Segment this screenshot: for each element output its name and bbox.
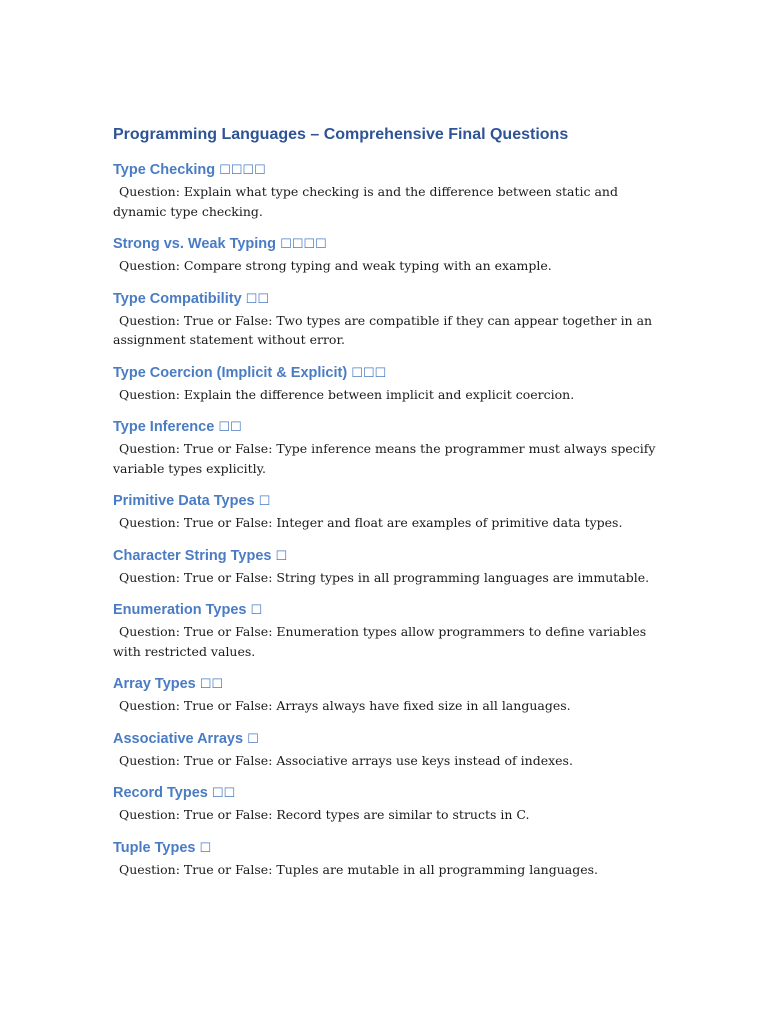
heading-text: Strong vs. Weak Typing (113, 236, 277, 252)
section-heading (113, 491, 658, 511)
question-text: Question: Explain what type checking is and the difference between static and dynamic type checking. (113, 184, 618, 219)
section-primitive-data-types (113, 491, 658, 533)
heading-marks: ☐☐☐ (351, 364, 387, 380)
section-heading (113, 600, 658, 620)
heading-marks: ☐☐ (218, 419, 242, 434)
question-text: Question: True or False: Integer and float are examples of primitive data types. (119, 515, 623, 530)
question-text: Question: True or False: Enumeration types allow programmers to define variables with restricted values. (113, 624, 647, 659)
heading-marks: ☐ (247, 730, 259, 746)
heading-marks: ☐☐ (199, 676, 224, 691)
section-type-checking (113, 160, 658, 221)
document-title: Programming Languages – Comprehensive Final Questions (113, 126, 569, 143)
section-heading (113, 234, 658, 254)
heading-text: Type Compatibility (113, 290, 242, 307)
section-heading (113, 363, 658, 383)
section-associative-arrays (113, 729, 658, 771)
heading-text: Enumeration Types (113, 602, 247, 618)
section-enumeration-types (113, 600, 658, 661)
question-text: Question: Explain the difference between implicit and explicit coercion. (119, 386, 575, 402)
question-text: Question: True or False: Two types are compatible if they can appear together in an assignment statement without error. (113, 312, 653, 347)
section-heading (113, 289, 658, 309)
heading-text: Type Checking (113, 162, 216, 178)
question-text: Question: Compare strong typing and weak typing with an example. (119, 258, 552, 273)
heading-marks: ☐ (250, 602, 263, 617)
document-content (113, 124, 658, 892)
heading-marks: ☐☐ (211, 785, 236, 800)
section-character-string-types (113, 546, 658, 588)
heading-text: Record Types (113, 785, 208, 801)
section-heading (113, 160, 658, 180)
question-text: Question: True or False: String types in all programming languages are immutable. (119, 569, 650, 585)
heading-text: Primitive Data Types (113, 493, 255, 509)
section-heading (113, 674, 658, 694)
heading-text: Type Inference (113, 419, 215, 435)
heading-text: Array Types (113, 676, 196, 692)
section-heading (113, 783, 658, 803)
section-record-types (113, 783, 658, 825)
section-array-types (113, 674, 658, 716)
section-heading (113, 546, 658, 566)
heading-marks: ☐☐ (245, 290, 269, 306)
section-heading (113, 417, 658, 437)
heading-text: Associative Arrays (113, 730, 244, 747)
heading-marks: ☐ (258, 493, 271, 508)
section-strong-weak-typing (113, 234, 658, 276)
question-text: Question: True or False: Arrays always have fixed size in all languages. (119, 698, 571, 713)
section-type-compatibility (113, 289, 658, 350)
heading-marks: ☐ (275, 547, 288, 563)
question-text: Question: True or False: Type inference means the programmer must always specify variable types explicitly. (113, 441, 656, 476)
heading-marks: ☐ (199, 839, 212, 855)
question-text: Question: True or False: Associative arrays use keys instead of indexes. (119, 752, 573, 768)
question-text: Question: True or False: Tuples are mutable in all programming languages. (119, 861, 598, 877)
section-heading (113, 838, 658, 858)
heading-text: Character String Types (113, 547, 272, 564)
section-tuple-types (113, 838, 658, 880)
heading-marks: ☐☐☐☐ (219, 162, 266, 177)
heading-marks: ☐☐☐☐ (280, 236, 327, 251)
section-heading (113, 729, 658, 749)
heading-text: Tuple Types (113, 839, 196, 856)
section-type-inference (113, 417, 658, 478)
heading-text: Type Coercion (Implicit & Explicit) (113, 364, 348, 381)
question-text: Question: True or False: Record types are similar to structs in C. (119, 807, 530, 822)
section-type-coercion (113, 363, 658, 405)
